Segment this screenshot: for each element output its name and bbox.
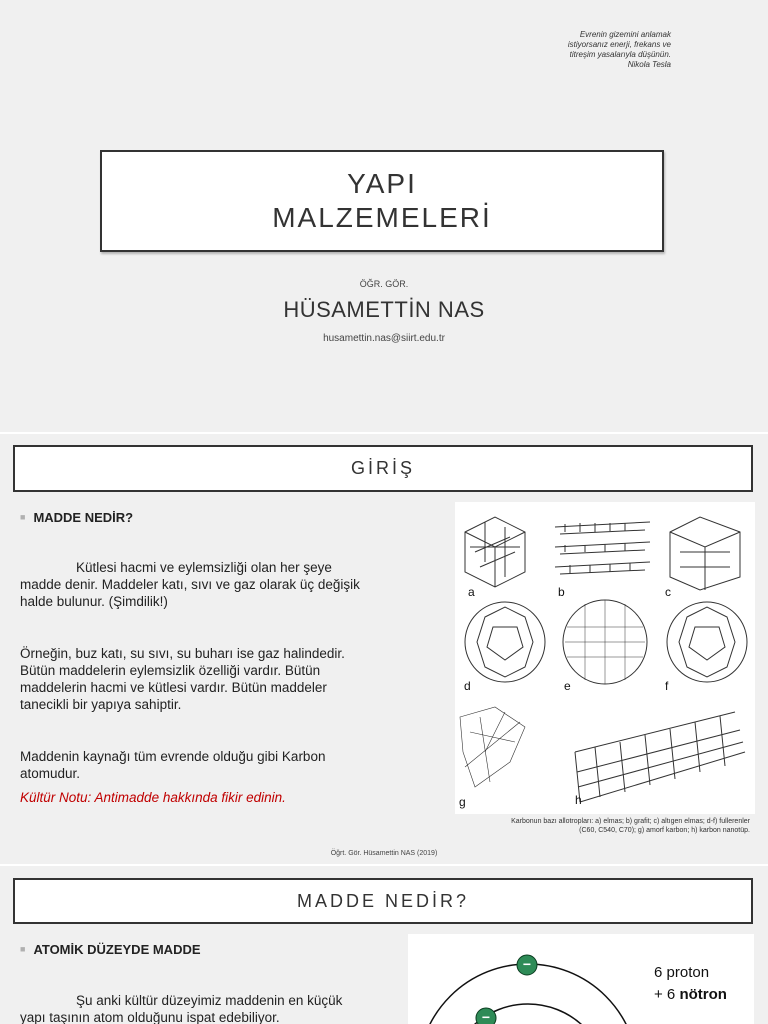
carbon-allotropes-figure (455, 502, 755, 814)
neutron-count-label (654, 986, 727, 1003)
figure-label-c: c (665, 585, 671, 599)
bullet-text: ATOMİK DÜZEYDE MADDE (33, 942, 201, 957)
bullet-heading (20, 510, 133, 525)
slide-header (13, 878, 753, 924)
figure-label-g: g (459, 795, 466, 809)
electron-sign: − (522, 956, 532, 972)
bullet-icon: ■ (20, 512, 26, 522)
slide-header (13, 445, 753, 492)
figure-label-e: e (564, 679, 571, 693)
hexagonal-diamond-image (670, 517, 740, 590)
figure-label-f: f (665, 679, 669, 693)
quote-line: Evrenin gizemini anlamak (579, 30, 671, 39)
bullet-heading (20, 942, 201, 957)
author-email: husamettin.nas@siirt.edu.tr (323, 333, 445, 344)
caption-line: (C60, C540, C70); g) amorf karbon; h) karbon nanotüp. (579, 827, 750, 834)
figure-label-b: b (558, 585, 565, 599)
paragraph-carbon: Maddenin kaynağı tüm evrende olduğu gibi Karbon atomudur. (20, 749, 326, 781)
bullet-text: MADDE NEDİR? (33, 510, 134, 525)
paragraph-definition: Kütlesi hacmi ve eylemsizliği olan her şeye madde denir. Maddeler katı, sıvı ve gaz olarak üç değişik halde bulunur. (Şimdilik!) (20, 560, 360, 609)
title-slide (0, 0, 768, 432)
title-line-2: MALZEMELERİ (272, 202, 492, 233)
allotropes-illustration (455, 502, 755, 814)
paragraph-example: Örneğin, buz katı, su sıvı, su buharı ise gaz halindedir. Bütün maddelerin eylemsizlik özelliği vardır. Bütün maddelerin hacmi ve kütlesi vardır. Bütün maddeler tanecikli bir yapıya sahiptir. (20, 646, 345, 712)
atomic-slide (0, 866, 768, 1024)
caption-line: Karbonun bazı allotropları: a) elmas; b) grafit; c) altıgen elmas; d-f) fullerenler (511, 818, 750, 825)
carbon-nanotube-image (575, 712, 745, 802)
paragraph-atom: Şu anki kültür düzeyimiz maddenin en küçük yapı taşının atom olduğunu ispat edebiliyor. (20, 993, 343, 1024)
slide-header-title: GİRİŞ (350, 458, 415, 478)
title-line-1: YAPI (347, 168, 417, 199)
inner-orbit (448, 1004, 608, 1024)
neutron-word: nötron (679, 986, 727, 1003)
quote-line: titreşim yasalarıyla düşünün. (569, 50, 671, 59)
intro-slide (0, 434, 768, 864)
quote-line: istiyorsanız enerji, frekans ve (567, 40, 671, 49)
quote-author: Nikola Tesla (627, 60, 671, 69)
slide-footer: Öğrt. Gör. Hüsamettin NAS (2019) (330, 850, 438, 857)
bullet-icon: ■ (20, 944, 26, 954)
amorphous-carbon-image (460, 707, 525, 787)
diamond-lattice-image (465, 517, 525, 587)
author-role: ÖĞR. GÖR. (359, 279, 409, 289)
atom-diagram (408, 934, 754, 1024)
culture-note: Kültür Notu: Antimadde hakkında fikir edinin. (20, 790, 286, 805)
figure-label-d: d (464, 679, 471, 693)
title-box (100, 150, 664, 252)
proton-count-label: 6 proton (654, 964, 710, 981)
figure-caption (460, 817, 750, 835)
figure-label-a: a (468, 585, 475, 599)
electron-sign: − (481, 1009, 491, 1024)
author-name: HÜSAMETTİN NAS (283, 297, 485, 322)
figure-label-h: h (575, 793, 582, 807)
neutron-count: + 6 (654, 986, 676, 1003)
tesla-quote (521, 30, 671, 70)
slide-header-title: MADDE NEDİR? (296, 891, 470, 911)
graphite-layers-image (555, 522, 650, 574)
